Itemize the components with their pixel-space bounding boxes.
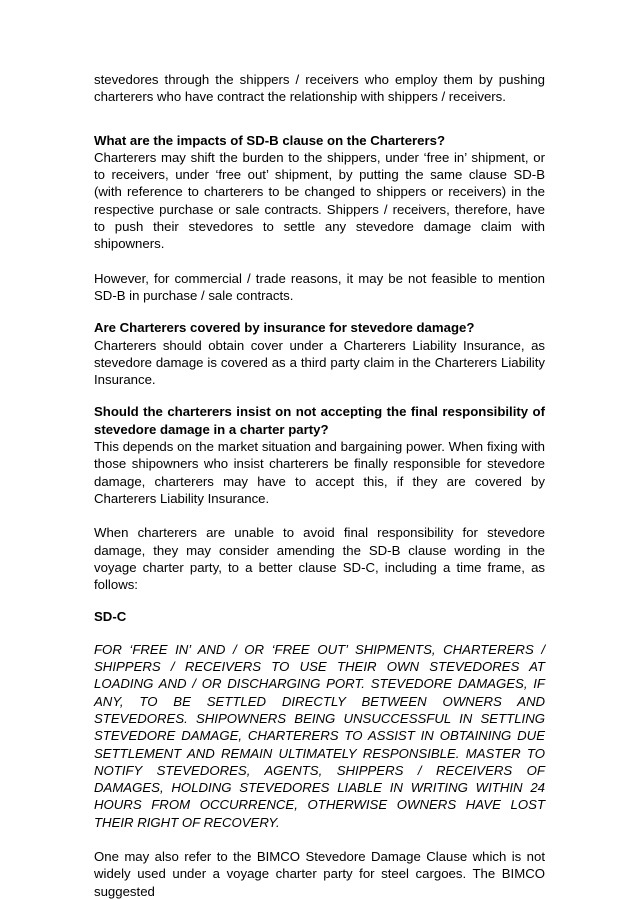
sdc-clause-text: FOR ‘FREE IN’ AND / OR ‘FREE OUT’ SHIPMENTS, CHARTERERS / SHIPPERS / RECEIVERS TO USE THEIR OWN STEVEDORES AT LOADING AND / OR DISCHARGING PORT. STEVEDORE DAMAGES, IF ANY, TO BE SETTLED DIRECTLY BETWEEN OWNERS AND STEVEDORES. SHIPOWNERS BEING UNSUCCESSFUL IN SETTLING STEVEDORE DAMAGE, CHARTERERS TO ASSIST IN OBTAINING DUE SETTLEMENT AND REMAIN ULTIMATELY RESPONSIBLE. MASTER TO NOTIFY STEVEDORES, AGENTS, SHIPPERS / RECEIVERS OF DAMAGES, HOLDING STEVEDORES LIABLE IN WRITING WITHIN 24 HOURS FROM OCCURRENCE, OTHERWISE OWNERS HAVE LOST THEIR RIGHT OF RECOVERY. [94, 641, 545, 830]
document-page [94, 71, 545, 900]
answer-sdb-impacts: Charterers may shift the burden to the shippers, under ‘free in’ shipment, or to receivers, under ‘free out’ shipment, by putting the same clause SD-B (with reference to charterers to be changed to shippers or receivers) in the respective purchase or sale contracts. Shippers / receivers, therefore, have to push their stevedores to settle any stevedore damage claim with shipowners. [94, 149, 545, 252]
sdc-heading: SD-C [94, 609, 127, 625]
answer-final-responsibility: This depends on the market situation and bargaining power. When fixing with those shipowners who insist charterers be finally responsible for stevedore damage, charterers may have to accept this, if they are covered by Charterers Liability Insurance. [94, 439, 545, 506]
commercial-reasons-paragraph: However, for commercial / trade reasons, it may be not feasible to mention SD-B in purchase / sale contracts. [94, 270, 545, 303]
amend-clause-paragraph: When charterers are unable to avoid final responsibility for stevedore damage, they may consider amending the SD-B clause wording in the voyage charter party, to a better clause SD-C, including a time frame, as follows: [94, 525, 545, 593]
question-sdb-impacts: What are the impacts of SD-B clause on the Charterers? [94, 132, 446, 148]
question-insurance: Are Charterers covered by insurance for stevedore damage? [94, 320, 475, 336]
intro-paragraph: stevedores through the shippers / receivers who employ them by pushing charterers who have contract the relationship with shippers / receivers. [94, 72, 545, 105]
answer-insurance: Charterers should obtain cover under a Charterers Liability Insurance, as stevedore damage is covered as a third party claim in the Charterers Liability Insurance. [94, 337, 545, 388]
closing-paragraph: One may also refer to the BIMCO Stevedore Damage Clause which is not widely used under a voyage charter party for steel cargoes. The BIMCO suggested [94, 848, 545, 899]
question-final-responsibility: Should the charterers insist on not accepting the final responsibility of stevedore damage in a charter party? [94, 404, 545, 437]
